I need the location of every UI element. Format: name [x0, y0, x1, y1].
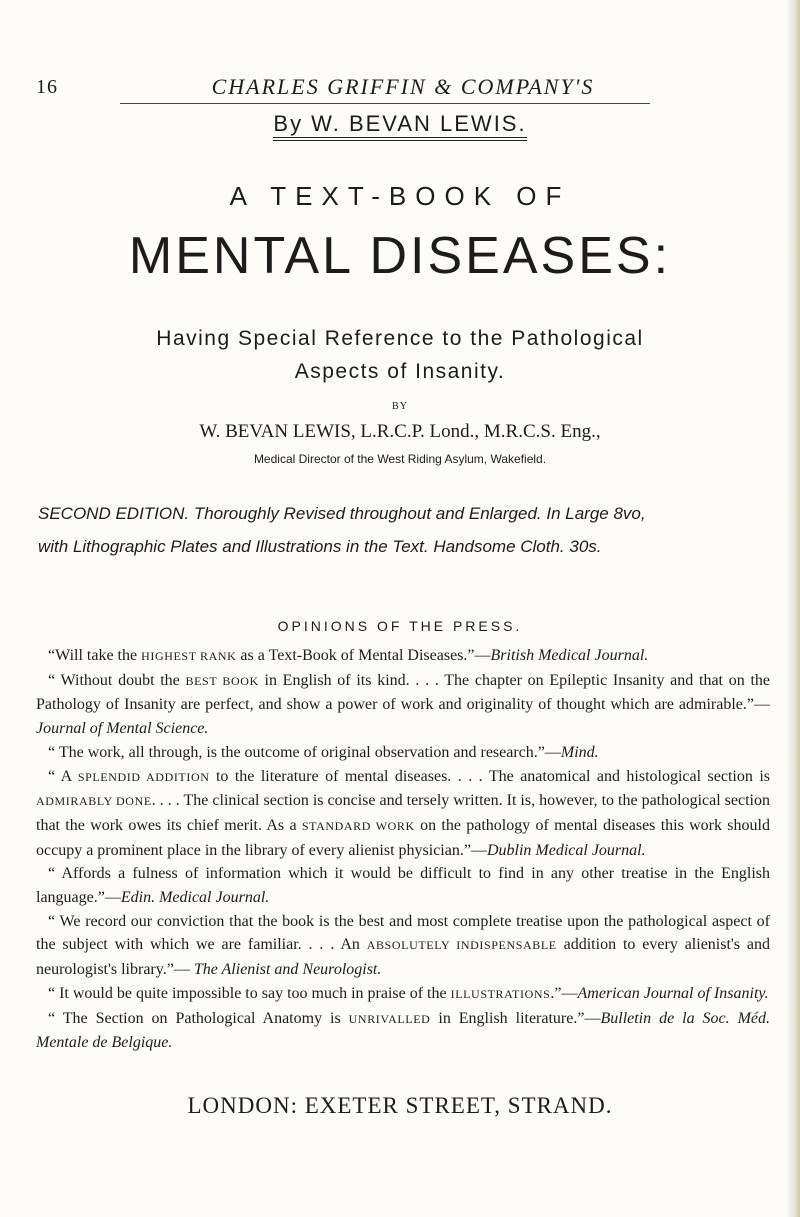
quote-text: “ It would be quite impossible to say too much in praise of the — [48, 984, 451, 1002]
quote-text: BEST BOOK — [185, 673, 259, 688]
edition-line-2: with Lithographic Plates and Illustrations in the Text. Handsome Cloth. 30s. — [38, 537, 602, 556]
description-line-1: Having Special Reference to the Pathological — [156, 327, 644, 350]
quote-text: UNRIVALLED — [348, 1011, 431, 1026]
quote-source: British Medical Journal. — [490, 647, 649, 664]
page-number: 16 — [36, 76, 58, 98]
quote-source: Edin. Medical Journal. — [120, 889, 270, 907]
author-affiliation: Medical Director of the West Riding Asylum, Wakefield. — [253, 452, 547, 466]
quote-source: Mind. — [560, 743, 599, 761]
quote-source: Journal of Mental Science. — [36, 720, 209, 738]
quote-text: “ The Section on Pathological Anatomy is — [48, 1009, 349, 1027]
opinions-heading: OPINIONS OF THE PRESS. — [277, 618, 523, 634]
quote-text: “Will take the — [48, 647, 142, 664]
quote-text: .”— — [550, 984, 578, 1002]
quote-text: “ A — [48, 767, 78, 785]
by-label: BY — [392, 401, 408, 412]
press-quote — [36, 982, 770, 1007]
press-quote — [36, 862, 770, 909]
quote-text: STANDARD WORK — [301, 818, 415, 833]
author-line — [0, 111, 800, 137]
quote-text: ABSOLUTELY INDISPENSABLE — [366, 938, 557, 953]
quote-text: “ Without doubt the — [48, 671, 186, 689]
quote-source: Bulletin de la Soc. Méd. Mentale de Belgique. — [36, 1009, 771, 1052]
edition-line-1: SECOND EDITION. Thoroughly Revised throughout and Enlarged. In Large 8vo, — [38, 504, 646, 523]
book-title: MENTAL DISEASES: — [128, 227, 672, 285]
press-quotes — [36, 644, 770, 1055]
quote-source: American Journal of Insanity. — [577, 984, 769, 1002]
quote-text: SPLENDID ADDITION — [77, 769, 210, 784]
quote-text: as a Text-Book of Mental Diseases.”— — [236, 647, 491, 664]
quote-text: HIGHEST RANK — [141, 649, 237, 663]
quote-text: “ Affords a fulness of information which it would be difficult to find in any other treatise in the English language.”— — [36, 865, 770, 907]
publisher-address: LONDON: EXETER STREET, STRAND. — [187, 1093, 613, 1118]
press-quote — [36, 741, 770, 765]
press-quote — [36, 669, 770, 741]
header-rule — [120, 103, 650, 104]
page-header — [36, 76, 770, 100]
description-line-2: Aspects of Insanity. — [294, 360, 506, 383]
quote-text: ADMIRABLY DONE — [36, 794, 152, 809]
quote-text: on the pathology of mental diseases this work should occupy a prominent place in the library of every alienist physician.”— — [36, 816, 770, 859]
press-quote — [36, 644, 770, 669]
press-quote — [36, 765, 770, 863]
quote-text: . . . . The clinical section is concise and tersely written. It is, however, to the pathological section that the work owes its chief merit. As a — [36, 792, 771, 834]
quote-text: “ We record our conviction that the book is the best and most complete treatise upon the pathological aspect of the subject with which we are familiar. . . . An — [36, 912, 770, 954]
author-credentials: W. BEVAN LEWIS, L.R.C.P. Lond., M.R.C.S. Eng., — [199, 421, 601, 442]
quote-text: addition to every alienist's and neurologist's library.”— — [36, 936, 771, 979]
quote-text: “ The work, all through, is the outcome of original observation and research.”— — [48, 743, 561, 761]
press-quote — [36, 910, 770, 982]
book-description — [0, 322, 800, 388]
quote-source: The Alienist and Neurologist. — [193, 961, 382, 979]
quote-text: to the literature of mental diseases. . . . The anatomical and histological section is — [209, 767, 770, 785]
author-line-text: By W. BEVAN LEWIS. — [273, 111, 526, 141]
book-subtitle: A TEXT-BOOK OF — [229, 181, 571, 211]
press-quote — [36, 1007, 770, 1055]
quote-source: Dublin Medical Journal. — [486, 841, 646, 859]
quote-text: ILLUSTRATIONS — [450, 986, 551, 1001]
quote-text: in English of its kind. . . . The chapter on Epileptic Insanity and that on the Pathology of Insanity are perfect, and show a power of work and originality of thought which are admirable.”— — [36, 671, 770, 714]
edition-notice — [38, 497, 768, 563]
running-head: CHARLES GRIFFIN & COMPANY'S — [211, 74, 595, 99]
quote-text: in English literature.”— — [430, 1009, 601, 1027]
